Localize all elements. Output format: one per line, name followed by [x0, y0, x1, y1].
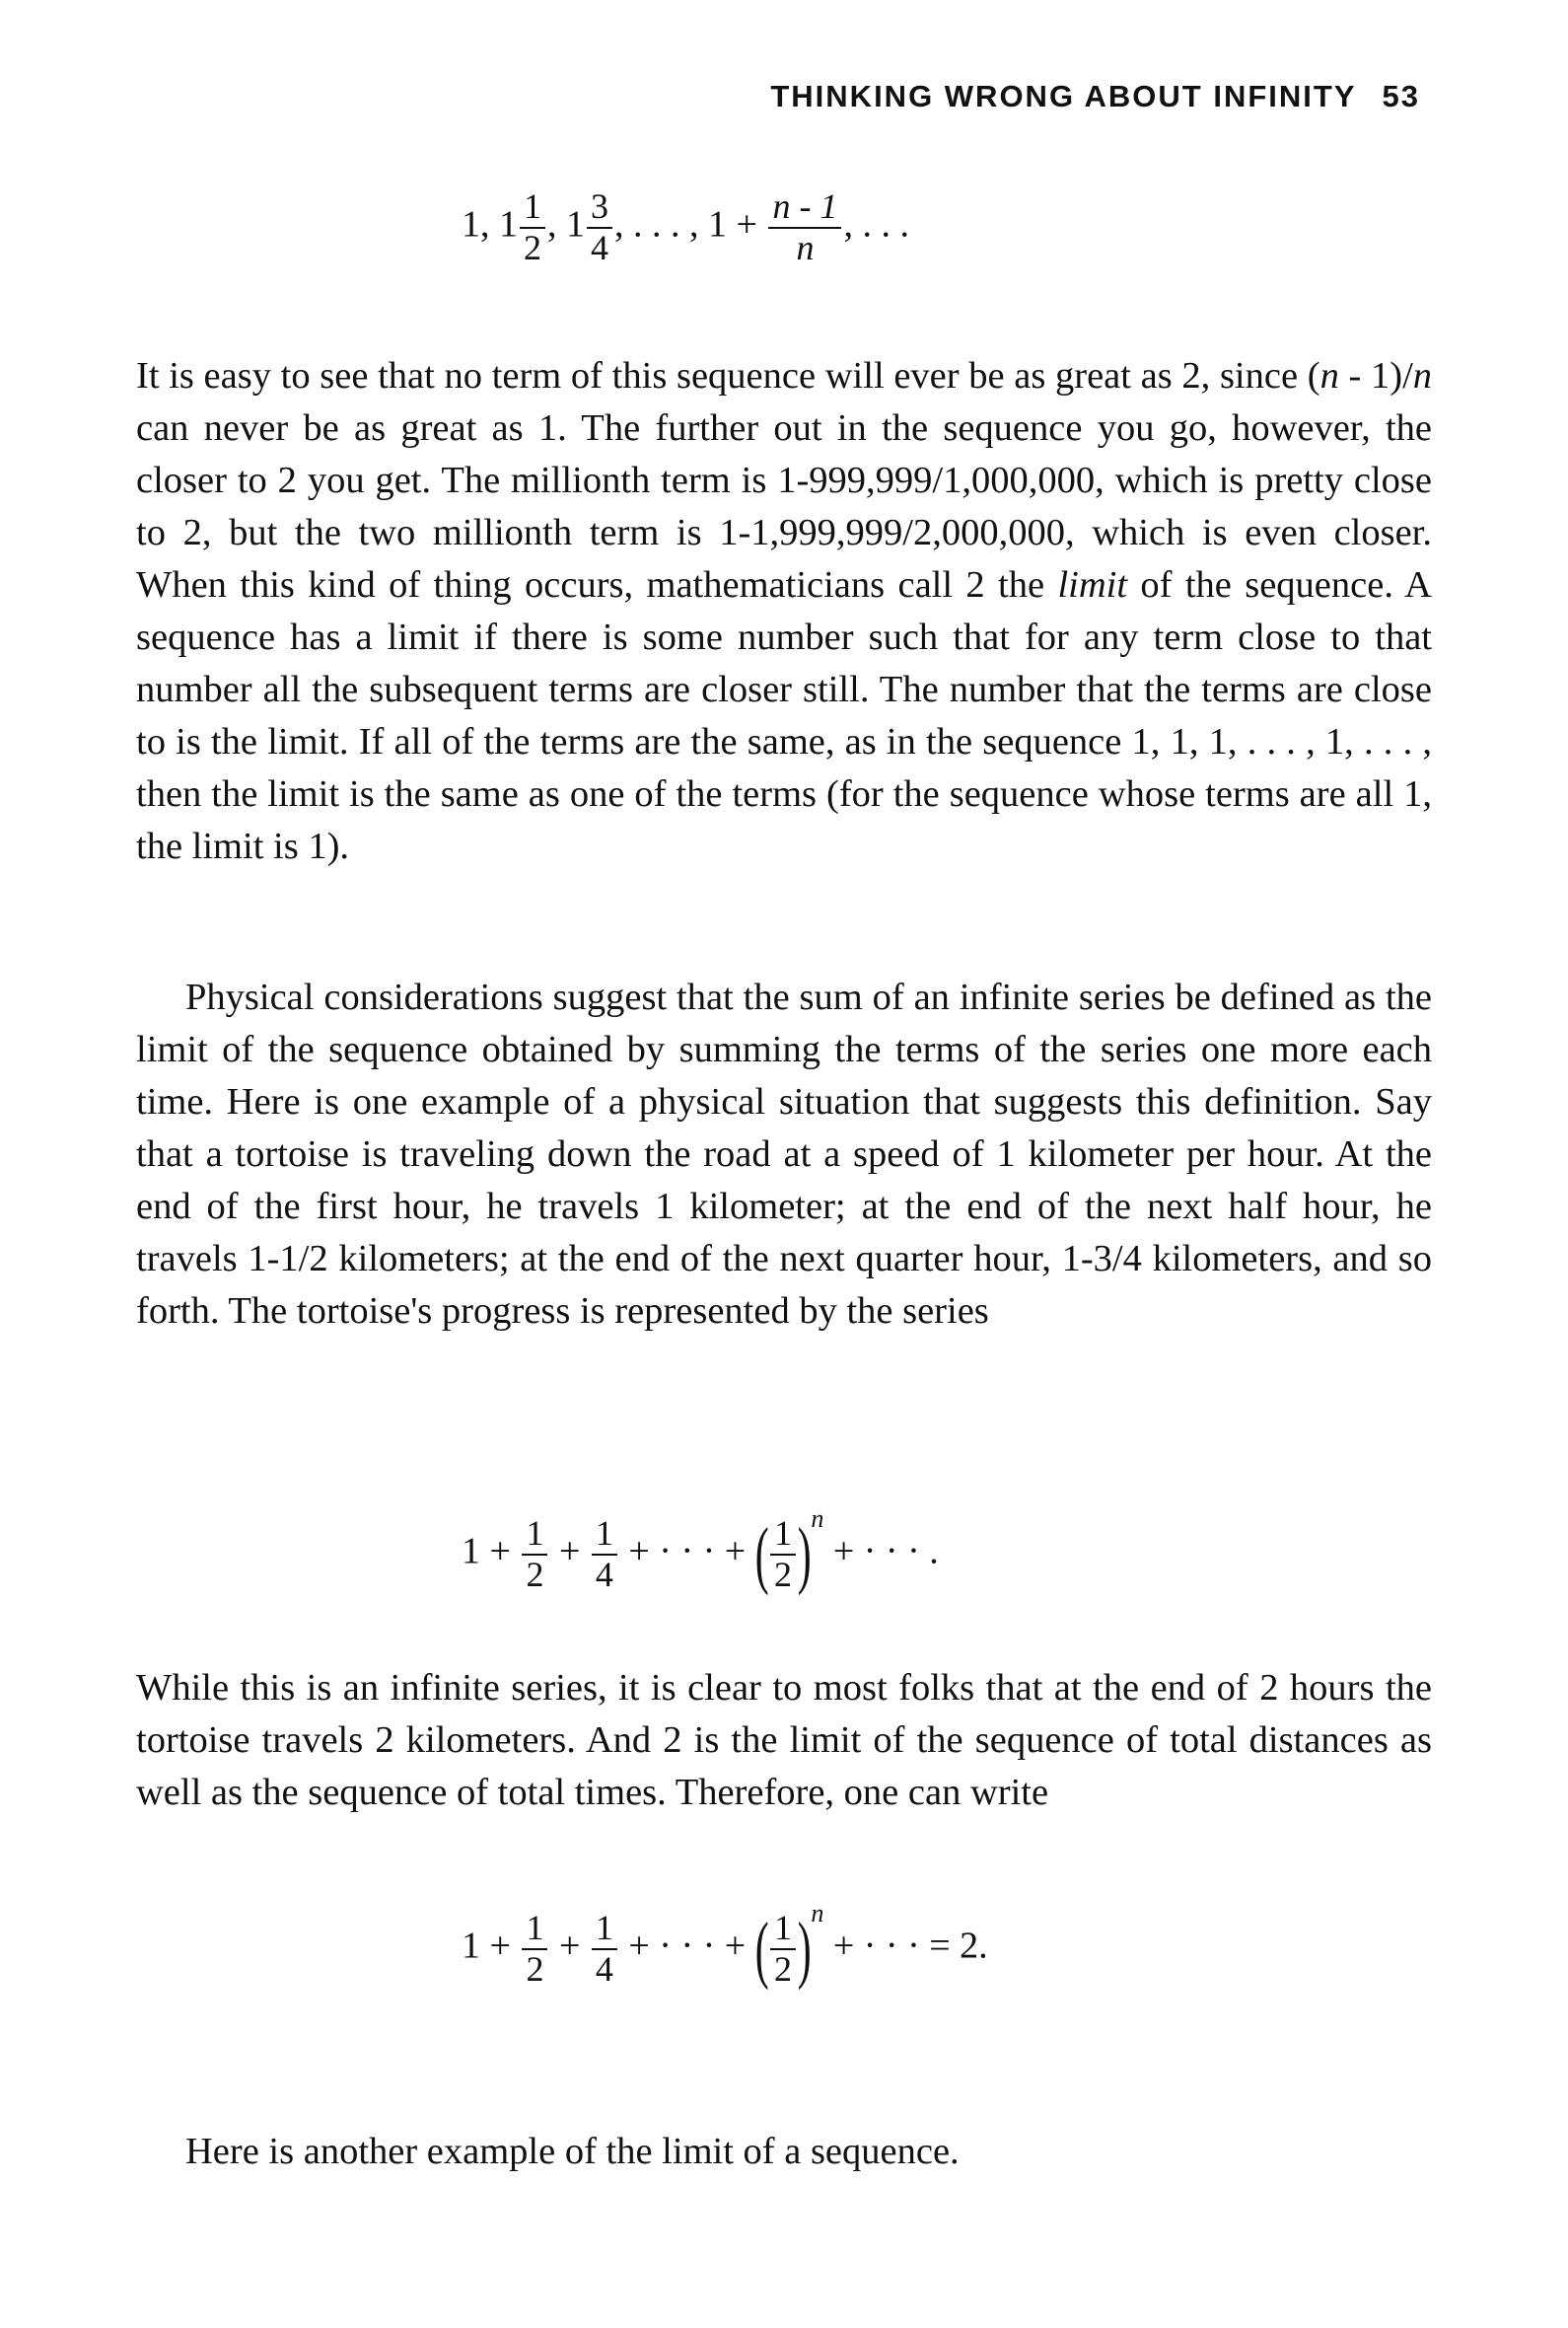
limit-term: limit	[1057, 564, 1128, 606]
fraction-half: $\frac{1}{2}$	[520, 187, 545, 267]
series-equation: 1 + $\frac{1}{2}$ + $\frac{1}{4}$ + · · · + ( $\frac{1}{2}$ )n + · · · .	[462, 1504, 939, 1596]
fraction-half: $\frac{1}{2}$	[522, 1909, 547, 1989]
running-header	[770, 79, 1420, 114]
fraction-half: $\frac{1}{2}$	[522, 1514, 547, 1594]
paragraph-4: Here is another example of the limit of a sequence.	[185, 2131, 960, 2172]
term-1: 1,	[462, 203, 490, 246]
paragraph-2: Physical considerations suggest that the sum of an infinite series be defined as the limit of the sequence obtained by summing the terms of the series one more each time. Here is one example of a physical situation that suggests this definition. Say that a tortoise is traveling down the road at a speed of 1 kilometer per hour. At the end of the first hour, he travels 1 kilometer; at the end of the next half hour, he travels 1-1/2 kilometers; at the end of the next quarter hour, 1-3/4 kilometers, and so forth. The tortoise's progress is represented by the series	[136, 977, 1432, 1332]
series-sum-equation: 1 + $\frac{1}{2}$ + $\frac{1}{4}$ + · · · + ( $\frac{1}{2}$ )n + · · · = 2.	[462, 1899, 988, 1991]
paragraph-1: It is easy to see that no term of this sequence will ever be as great as 2, since (n - 1)/n can never be as great as 1. The further out in the sequence you go, however, the closer to 2 you get. The millionth term is 1-999,999/1,000,000, which is pretty close to 2, but the two millionth term is 1-1,999,999/2,000,000, which is even closer. When this kind of thing occurs, mathematicians call 2 the limit of the sequence. A sequence has a limit if there is some number such that for any term close to that number all the subsequent terms are closer still. The number that the terms are close to is the limit. If all of the terms are the same, as in the sequence 1, 1, 1, . . . , 1, . . . , then the limit is the same as one of the terms (for the sequence whose terms are all 1, the limit is 1).	[136, 355, 1433, 867]
paragraph-3: While this is an infinite series, it is clear to most folks that at the end of 2 hours the tortoise travels 2 kilometers. And 2 is the limit of the sequence of total distances as well as the sequence of total times. Therefore, one can write	[136, 1667, 1432, 1813]
fraction-quarter: $\frac{1}{4}$	[592, 1909, 617, 1989]
fraction-three-quarters: $\frac{3}{4}$	[587, 187, 612, 267]
fraction-half-power: $\frac{1}{2}$	[770, 1909, 796, 1989]
term-2: 1 $\frac{1}{2}$	[499, 187, 547, 267]
general-term-fraction: $\frac{n - 1}{n}$	[768, 187, 841, 267]
sequence-equation: 1, 1 $\frac{1}{2}$ , 1 $\frac{3}{4}$ , . . . , 1 + $\frac{n - 1}{n}$ , . . .	[462, 186, 909, 267]
fraction-quarter: $\frac{1}{4}$	[592, 1514, 617, 1594]
page-number: 53	[1382, 79, 1420, 113]
term-3: 1 $\frac{3}{4}$	[566, 187, 614, 267]
running-title: THINKING WRONG ABOUT INFINITY	[770, 79, 1357, 113]
exponent-n: n	[811, 1504, 824, 1533]
fraction-half-power: $\frac{1}{2}$	[770, 1514, 796, 1594]
exponent-n: n	[811, 1899, 824, 1928]
